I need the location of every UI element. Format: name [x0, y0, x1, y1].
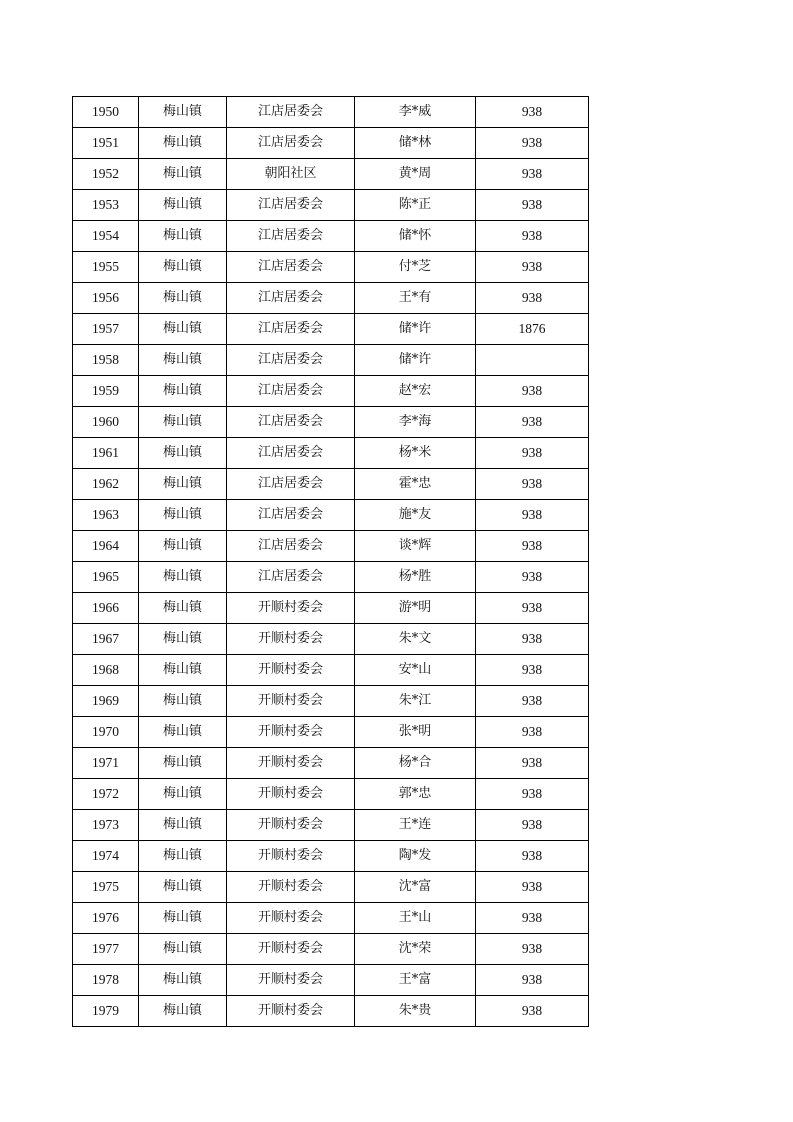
person-name-cell: 王*连 — [355, 810, 476, 841]
unit-cell: 江店居委会 — [227, 562, 355, 593]
town-cell: 梅山镇 — [139, 562, 227, 593]
table-row — [73, 283, 589, 314]
town-cell: 梅山镇 — [139, 996, 227, 1027]
row-id-cell: 1956 — [73, 283, 139, 314]
person-name-cell: 朱*贵 — [355, 996, 476, 1027]
person-name-cell: 朱*江 — [355, 686, 476, 717]
row-id-cell: 1950 — [73, 97, 139, 128]
row-id-cell: 1967 — [73, 624, 139, 655]
amount-cell: 938 — [476, 717, 589, 748]
table-row — [73, 624, 589, 655]
town-cell: 梅山镇 — [139, 190, 227, 221]
amount-cell: 938 — [476, 903, 589, 934]
amount-cell: 938 — [476, 407, 589, 438]
table-row — [73, 872, 589, 903]
town-cell: 梅山镇 — [139, 159, 227, 190]
table-row — [73, 190, 589, 221]
person-name-cell: 张*明 — [355, 717, 476, 748]
table-row — [73, 438, 589, 469]
person-name-cell: 王*山 — [355, 903, 476, 934]
town-cell: 梅山镇 — [139, 376, 227, 407]
table-row — [73, 655, 589, 686]
person-name-cell: 储*怀 — [355, 221, 476, 252]
town-cell: 梅山镇 — [139, 128, 227, 159]
town-cell: 梅山镇 — [139, 283, 227, 314]
table-row — [73, 252, 589, 283]
amount-cell: 938 — [476, 872, 589, 903]
table-row — [73, 314, 589, 345]
person-name-cell: 游*明 — [355, 593, 476, 624]
town-cell: 梅山镇 — [139, 686, 227, 717]
amount-cell: 938 — [476, 97, 589, 128]
table-row — [73, 903, 589, 934]
table-row — [73, 531, 589, 562]
row-id-cell: 1976 — [73, 903, 139, 934]
town-cell: 梅山镇 — [139, 252, 227, 283]
amount-cell: 938 — [476, 934, 589, 965]
table-row — [73, 376, 589, 407]
unit-cell: 江店居委会 — [227, 438, 355, 469]
town-cell: 梅山镇 — [139, 872, 227, 903]
row-id-cell: 1958 — [73, 345, 139, 376]
amount-cell — [476, 345, 589, 376]
amount-cell: 938 — [476, 376, 589, 407]
unit-cell: 朝阳社区 — [227, 159, 355, 190]
person-name-cell: 付*芝 — [355, 252, 476, 283]
town-cell: 梅山镇 — [139, 655, 227, 686]
row-id-cell: 1977 — [73, 934, 139, 965]
table-row — [73, 97, 589, 128]
table-row — [73, 593, 589, 624]
unit-cell: 开顺村委会 — [227, 655, 355, 686]
unit-cell: 开顺村委会 — [227, 810, 355, 841]
row-id-cell: 1974 — [73, 841, 139, 872]
town-cell: 梅山镇 — [139, 314, 227, 345]
town-cell: 梅山镇 — [139, 965, 227, 996]
unit-cell: 开顺村委会 — [227, 593, 355, 624]
unit-cell: 江店居委会 — [227, 128, 355, 159]
town-cell: 梅山镇 — [139, 500, 227, 531]
town-cell: 梅山镇 — [139, 97, 227, 128]
table-row — [73, 407, 589, 438]
amount-cell: 938 — [476, 779, 589, 810]
person-name-cell: 杨*合 — [355, 748, 476, 779]
amount-cell: 938 — [476, 996, 589, 1027]
town-cell: 梅山镇 — [139, 717, 227, 748]
unit-cell: 开顺村委会 — [227, 934, 355, 965]
unit-cell: 江店居委会 — [227, 283, 355, 314]
town-cell: 梅山镇 — [139, 221, 227, 252]
table-row — [73, 221, 589, 252]
person-name-cell: 沈*荣 — [355, 934, 476, 965]
person-name-cell: 霍*忠 — [355, 469, 476, 500]
unit-cell: 江店居委会 — [227, 531, 355, 562]
amount-cell: 938 — [476, 810, 589, 841]
amount-cell: 938 — [476, 531, 589, 562]
town-cell: 梅山镇 — [139, 841, 227, 872]
unit-cell: 开顺村委会 — [227, 965, 355, 996]
row-id-cell: 1957 — [73, 314, 139, 345]
amount-cell: 938 — [476, 841, 589, 872]
person-name-cell: 储*许 — [355, 314, 476, 345]
unit-cell: 开顺村委会 — [227, 748, 355, 779]
person-name-cell: 储*许 — [355, 345, 476, 376]
amount-cell: 938 — [476, 655, 589, 686]
data-table — [72, 96, 589, 1027]
amount-cell: 938 — [476, 283, 589, 314]
unit-cell: 江店居委会 — [227, 376, 355, 407]
row-id-cell: 1961 — [73, 438, 139, 469]
table-row — [73, 717, 589, 748]
person-name-cell: 黄*周 — [355, 159, 476, 190]
amount-cell: 938 — [476, 624, 589, 655]
amount-cell: 938 — [476, 562, 589, 593]
row-id-cell: 1973 — [73, 810, 139, 841]
unit-cell: 江店居委会 — [227, 500, 355, 531]
row-id-cell: 1975 — [73, 872, 139, 903]
row-id-cell: 1951 — [73, 128, 139, 159]
person-name-cell: 朱*文 — [355, 624, 476, 655]
person-name-cell: 施*友 — [355, 500, 476, 531]
row-id-cell: 1960 — [73, 407, 139, 438]
person-name-cell: 王*有 — [355, 283, 476, 314]
person-name-cell: 陈*正 — [355, 190, 476, 221]
row-id-cell: 1978 — [73, 965, 139, 996]
row-id-cell: 1979 — [73, 996, 139, 1027]
unit-cell: 江店居委会 — [227, 190, 355, 221]
amount-cell: 938 — [476, 438, 589, 469]
table-row — [73, 159, 589, 190]
person-name-cell: 赵*宏 — [355, 376, 476, 407]
table-row — [73, 345, 589, 376]
person-name-cell: 杨*胜 — [355, 562, 476, 593]
unit-cell: 江店居委会 — [227, 221, 355, 252]
table-row — [73, 562, 589, 593]
town-cell: 梅山镇 — [139, 531, 227, 562]
row-id-cell: 1963 — [73, 500, 139, 531]
town-cell: 梅山镇 — [139, 407, 227, 438]
town-cell: 梅山镇 — [139, 810, 227, 841]
person-name-cell: 李*威 — [355, 97, 476, 128]
table-row — [73, 934, 589, 965]
person-name-cell: 陶*发 — [355, 841, 476, 872]
amount-cell: 938 — [476, 686, 589, 717]
table-row — [73, 686, 589, 717]
table-body — [73, 97, 589, 1027]
table-row — [73, 469, 589, 500]
unit-cell: 开顺村委会 — [227, 841, 355, 872]
town-cell: 梅山镇 — [139, 779, 227, 810]
row-id-cell: 1952 — [73, 159, 139, 190]
unit-cell: 开顺村委会 — [227, 996, 355, 1027]
person-name-cell: 李*海 — [355, 407, 476, 438]
person-name-cell: 王*富 — [355, 965, 476, 996]
row-id-cell: 1965 — [73, 562, 139, 593]
unit-cell: 江店居委会 — [227, 345, 355, 376]
amount-cell: 1876 — [476, 314, 589, 345]
table-row — [73, 748, 589, 779]
amount-cell: 938 — [476, 500, 589, 531]
row-id-cell: 1964 — [73, 531, 139, 562]
table-row — [73, 128, 589, 159]
town-cell: 梅山镇 — [139, 748, 227, 779]
person-name-cell: 谈*辉 — [355, 531, 476, 562]
table-row — [73, 841, 589, 872]
table-row — [73, 500, 589, 531]
amount-cell: 938 — [476, 593, 589, 624]
row-id-cell: 1972 — [73, 779, 139, 810]
unit-cell: 江店居委会 — [227, 407, 355, 438]
unit-cell: 开顺村委会 — [227, 686, 355, 717]
unit-cell: 江店居委会 — [227, 252, 355, 283]
town-cell: 梅山镇 — [139, 345, 227, 376]
unit-cell: 江店居委会 — [227, 314, 355, 345]
person-name-cell: 沈*富 — [355, 872, 476, 903]
unit-cell: 开顺村委会 — [227, 872, 355, 903]
row-id-cell: 1968 — [73, 655, 139, 686]
town-cell: 梅山镇 — [139, 593, 227, 624]
town-cell: 梅山镇 — [139, 934, 227, 965]
unit-cell: 开顺村委会 — [227, 779, 355, 810]
amount-cell: 938 — [476, 128, 589, 159]
town-cell: 梅山镇 — [139, 438, 227, 469]
row-id-cell: 1959 — [73, 376, 139, 407]
amount-cell: 938 — [476, 965, 589, 996]
table-row — [73, 810, 589, 841]
amount-cell: 938 — [476, 252, 589, 283]
unit-cell: 江店居委会 — [227, 469, 355, 500]
amount-cell: 938 — [476, 221, 589, 252]
person-name-cell: 安*山 — [355, 655, 476, 686]
town-cell: 梅山镇 — [139, 469, 227, 500]
person-name-cell: 储*林 — [355, 128, 476, 159]
person-name-cell: 郭*忠 — [355, 779, 476, 810]
unit-cell: 开顺村委会 — [227, 717, 355, 748]
amount-cell: 938 — [476, 748, 589, 779]
person-name-cell: 杨*米 — [355, 438, 476, 469]
unit-cell: 开顺村委会 — [227, 624, 355, 655]
amount-cell: 938 — [476, 159, 589, 190]
town-cell: 梅山镇 — [139, 624, 227, 655]
amount-cell: 938 — [476, 469, 589, 500]
row-id-cell: 1954 — [73, 221, 139, 252]
row-id-cell: 1953 — [73, 190, 139, 221]
row-id-cell: 1971 — [73, 748, 139, 779]
table-row — [73, 965, 589, 996]
row-id-cell: 1962 — [73, 469, 139, 500]
row-id-cell: 1966 — [73, 593, 139, 624]
town-cell: 梅山镇 — [139, 903, 227, 934]
row-id-cell: 1955 — [73, 252, 139, 283]
unit-cell: 江店居委会 — [227, 97, 355, 128]
row-id-cell: 1970 — [73, 717, 139, 748]
amount-cell: 938 — [476, 190, 589, 221]
unit-cell: 开顺村委会 — [227, 903, 355, 934]
table-row — [73, 779, 589, 810]
table-row — [73, 996, 589, 1027]
row-id-cell: 1969 — [73, 686, 139, 717]
